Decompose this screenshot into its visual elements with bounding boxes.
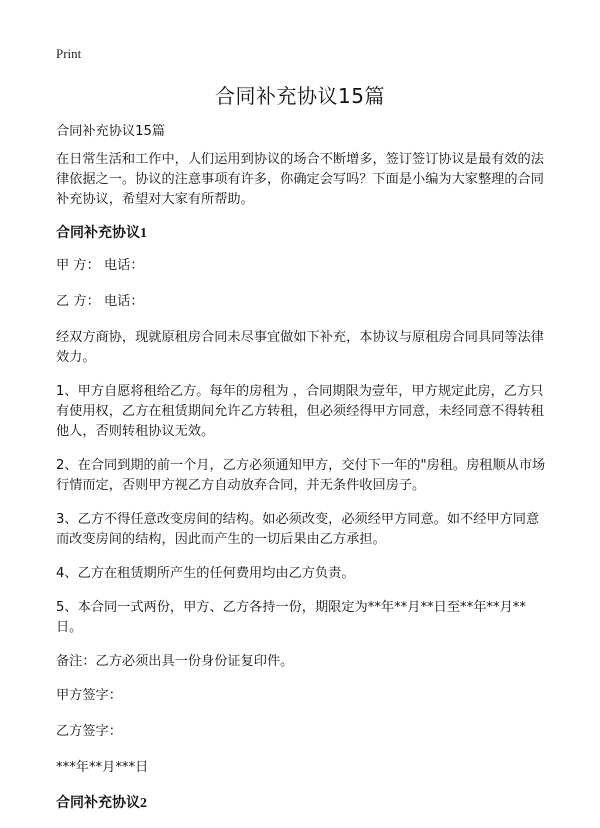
preamble-paragraph: 经双方商协，现就原租房合同未尽事宜做如下补充，本协议与原租房合同具同等法律效力。 xyxy=(56,330,544,365)
signature-b-line: 乙方签字： xyxy=(56,724,122,739)
party-b-line: 乙 方： 电话： xyxy=(56,294,144,309)
document-body xyxy=(56,122,548,826)
clause-2: 2、在合同到期的前一个月，乙方必须通知甲方，交付下一年的"房租。房租顺从市场行情而定，否则甲方视乙方自动放弃合同，并无条件收回房子。 xyxy=(56,458,546,493)
signature-a-line: 甲方签字： xyxy=(56,688,122,703)
note-line: 备注：乙方必须出具一份身份证复印件。 xyxy=(56,654,294,669)
document-subtitle: 合同补充协议15篇 xyxy=(56,124,166,139)
intro-paragraph: 在日常生活和工作中，人们运用到协议的场合不断增多，签订签订协议是最有效的法律依据之一。协议的注意事项有许多，你确定会写吗？下面是小编为大家整理的合同补充协议，希望对大家有所帮助。 xyxy=(56,152,544,207)
section-heading-2: 合同补充协议2 xyxy=(56,796,147,811)
section-heading-1: 合同补充协议1 xyxy=(56,226,147,241)
date-line: ***年**月***日 xyxy=(56,760,149,775)
clause-3: 3、乙方不得任意改变房间的结构。如必须改变，必须经甲方同意。如不经甲方同意而改变房间的结构，因此而产生的一切后果由乙方承担。 xyxy=(56,512,540,547)
clause-1: 1、甲方自愿将租给乙方。每年的房租为 ，合同期限为壹年，甲方规定此房，乙方只有使用权，乙方在租赁期间允许乙方转租，但必须经得甲方同意，未经同意不得转租他人，否则转租协议无效。 xyxy=(56,384,544,439)
page-title: 合同补充协议15篇 xyxy=(215,84,385,108)
clause-4: 4、乙方在租赁期所产生的任何费用均由乙方负责。 xyxy=(56,566,355,581)
party-a-line: 甲 方： 电话： xyxy=(56,258,144,273)
print-link[interactable]: Print xyxy=(56,46,82,61)
clause-5: 5、本合同一式两份，甲方、乙方各持一份，期限定为**年**月**日至**年**月**日。 xyxy=(56,600,526,635)
